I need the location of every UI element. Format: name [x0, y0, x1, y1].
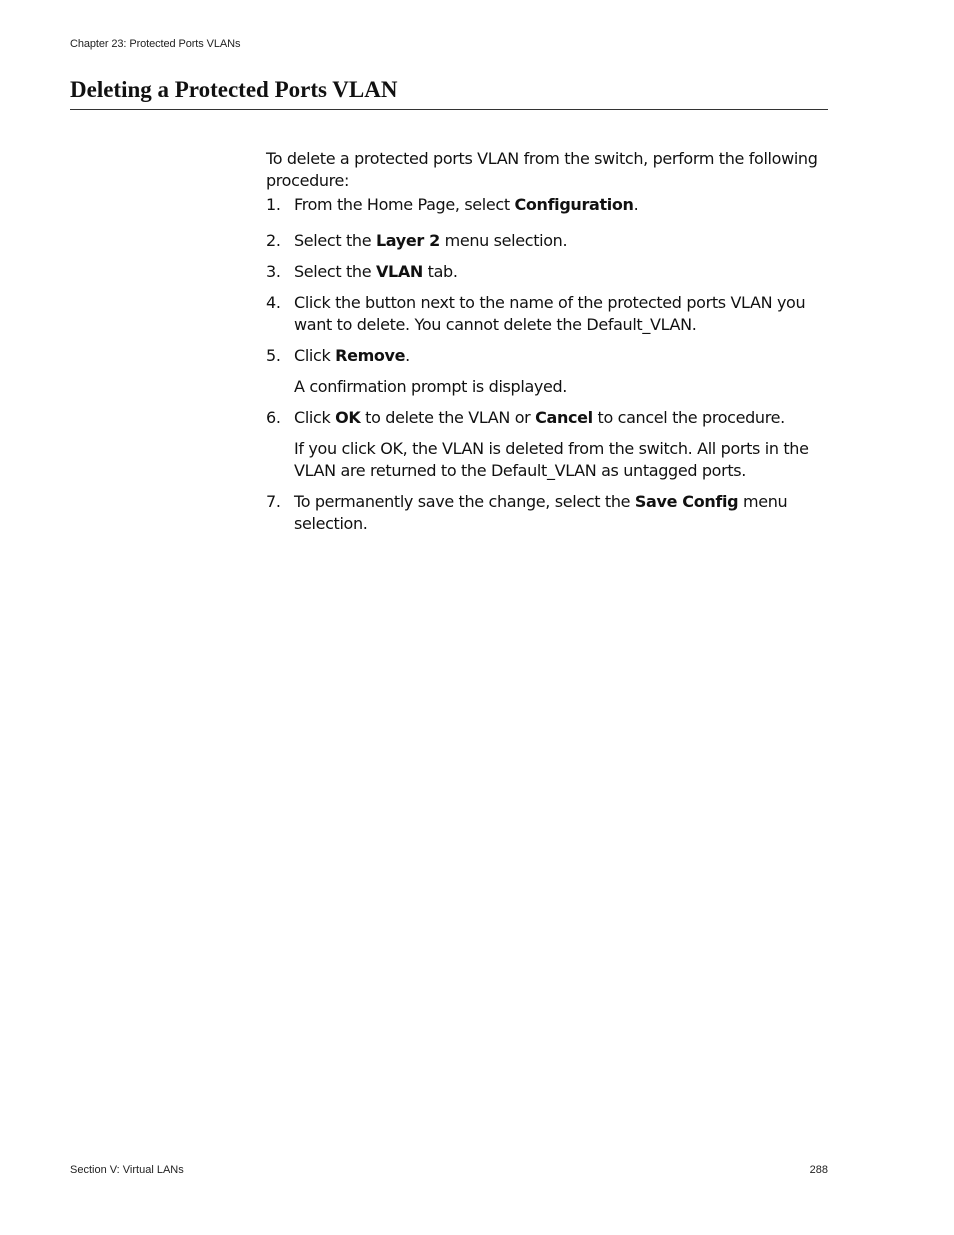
step-text: Click [294, 408, 336, 427]
step-number: 2. [266, 231, 281, 250]
step-text-end: . [633, 195, 639, 214]
step-text: From the Home Page, select [294, 195, 515, 214]
step-keyword-2: Cancel [535, 408, 593, 427]
step-text: Click the button next to the name of the protected ports VLAN you want to delete. You cannot delete the Default_VLAN. [294, 293, 806, 334]
running-footer-section: Section V: Virtual LANs [70, 1164, 184, 1176]
intro-paragraph: To delete a protected ports VLAN from the switch, perform the following procedure: [266, 149, 818, 190]
step-text-end: . [405, 346, 410, 365]
step-keyword: Save Config [634, 492, 739, 511]
step-keyword: OK [335, 408, 361, 427]
step-text-end: menu selection. [294, 492, 788, 533]
step-4 [266, 292, 832, 336]
step-keyword: Layer 2 [375, 231, 440, 250]
step-7 [266, 491, 832, 535]
step-text: To permanently save the change, select the [294, 492, 635, 511]
step-text-end: to cancel the procedure. [592, 408, 785, 427]
step-keyword: Configuration [514, 195, 634, 214]
step-text-end: menu selection. [439, 231, 568, 250]
step-text-end: tab. [422, 262, 458, 281]
step-number: 4. [266, 293, 281, 312]
step-number: 7. [266, 492, 281, 511]
step-note: A confirmation prompt is displayed. [294, 377, 568, 396]
step-1 [266, 194, 832, 216]
step-text: Select the [294, 231, 376, 250]
step-6 [266, 407, 832, 482]
step-keyword: Remove [335, 346, 406, 365]
step-5 [266, 345, 832, 398]
step-3 [266, 261, 832, 283]
step-number: 5. [266, 346, 281, 365]
title-rule [70, 109, 828, 110]
step-number: 3. [266, 262, 281, 281]
section-title: Deleting a Protected Ports VLAN [70, 77, 398, 102]
running-header-chapter: Chapter 23: Protected Ports VLANs [70, 38, 241, 50]
step-keyword: VLAN [375, 262, 423, 281]
page-number: 288 [809, 1164, 828, 1176]
step-number: 6. [266, 408, 281, 427]
step-note: If you click OK, the VLAN is deleted from the switch. All ports in the VLAN are returned to the Default_VLAN as untagged ports. [294, 439, 809, 480]
step-text-middle: to delete the VLAN or [360, 408, 536, 427]
step-text: Select the [294, 262, 376, 281]
step-number: 1. [266, 195, 281, 214]
step-text: Click [294, 346, 336, 365]
step-2 [266, 230, 832, 252]
procedure-steps [266, 194, 832, 544]
